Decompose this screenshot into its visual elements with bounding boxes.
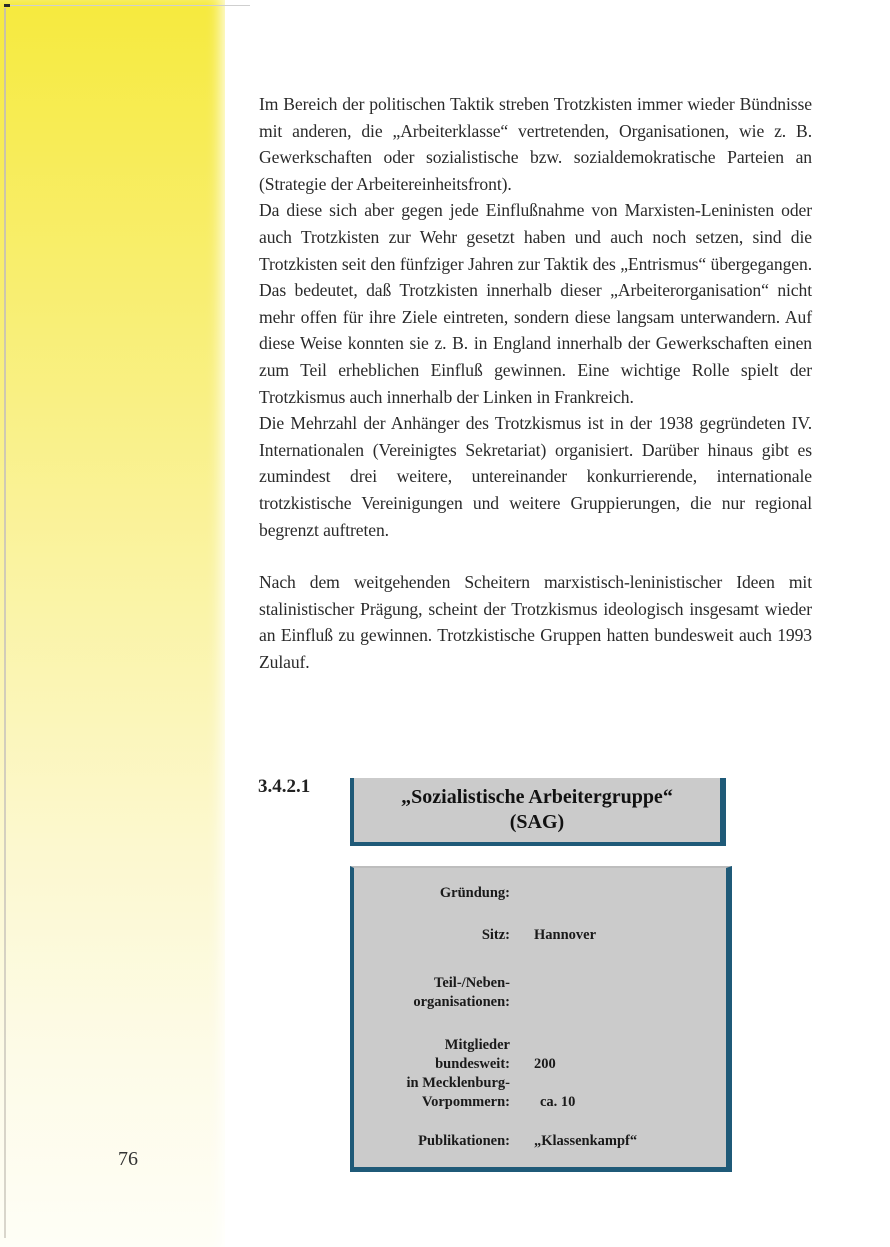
organization-abbreviation: (SAG) (509, 811, 565, 833)
left-border-line (4, 8, 6, 1238)
body-text (259, 91, 812, 675)
teil-label-line2: organisationen: (413, 994, 510, 1010)
paragraph-taktik: Im Bereich der politischen Taktik streben Trotzkisten immer wieder Bündnisse mit anderen, die „Arbeiterklasse“ vertretenden, Organisationen, wie z. B. Gewerkschaften oder sozialistische bzw. sozialdemokratische Parteien an (Strategie der Arbeitereinheitsfront). (259, 94, 812, 194)
sitz-value: Hannover (534, 927, 597, 943)
mitglieder-label-line1: Mitglieder (444, 1037, 510, 1053)
mitglieder-bund-value: 200 (534, 1056, 556, 1072)
section-number: 3.4.2.1 (258, 776, 311, 797)
mitglieder-label-line4: Vorpommern: (421, 1094, 510, 1110)
paragraph-einfluss: Nach dem weitgehenden Scheitern marxistisch-leninistischer Ideen mit stalinistischer Prägung, scheint der Trotzkismus ideologisch insgesamt wieder an Einfluß zu gewinnen. Trotzkistische Gruppen hatten bundesweit auch 1993 Zulauf. (259, 572, 812, 672)
mitglieder-label-line3: in Mecklenburg- (406, 1075, 510, 1091)
organization-title-box (350, 778, 726, 846)
publikationen-label: Publikationen: (418, 1133, 510, 1149)
paragraph-internationale: Die Mehrzahl der Anhänger des Trotzkismus ist in der 1938 gegründeten IV. Internationalen (Vereinigtes Sekretariat) organisiert. Darüber hinaus gibt es zumindest drei weitere, untereinander konkurrierende, internationale trotzkistische Vereinigungen und weitere Gruppierungen, die nur regional begrenzt auftreten. (259, 413, 812, 540)
top-border-line (10, 5, 250, 6)
gruendung-label: Gründung: (439, 885, 510, 901)
organization-info-box (350, 866, 732, 1172)
organization-title: „Sozialistische Arbeitergruppe“ (401, 786, 673, 808)
mitglieder-label-line2: bundesweit: (435, 1056, 510, 1072)
teil-label-line1: Teil-/Neben- (434, 975, 510, 991)
publikationen-value: „Klassenkampf“ (534, 1133, 638, 1149)
yellow-margin-strip (0, 0, 225, 1247)
page-number: 76 (118, 1148, 138, 1170)
mitglieder-mv-value: ca. 10 (540, 1094, 576, 1110)
paragraph-entrismus: Da diese sich aber gegen jede Einflußnahme von Marxisten-Leninisten oder auch Trotzkisten zur Wehr gesetzt haben und auch noch setzen, sind die Trotzkisten seit den fünfziger Jahren zur Taktik des „Entrismus“ übergegangen. Das bedeutet, daß Trotzkisten innerhalb dieser „Arbeiterorganisation“ nicht mehr offen für ihre Ziele eintreten, sondern diese langsam unterwandern. Auf diese Weise konnten sie z. B. in England innerhalb der Gewerkschaften einen zum Teil erheblichen Einfluß gewinnen. Eine wichtige Rolle spielt der Trotzkismus auch innerhalb der Linken in Frankreich. (259, 200, 812, 407)
sitz-label: Sitz: (481, 927, 510, 943)
